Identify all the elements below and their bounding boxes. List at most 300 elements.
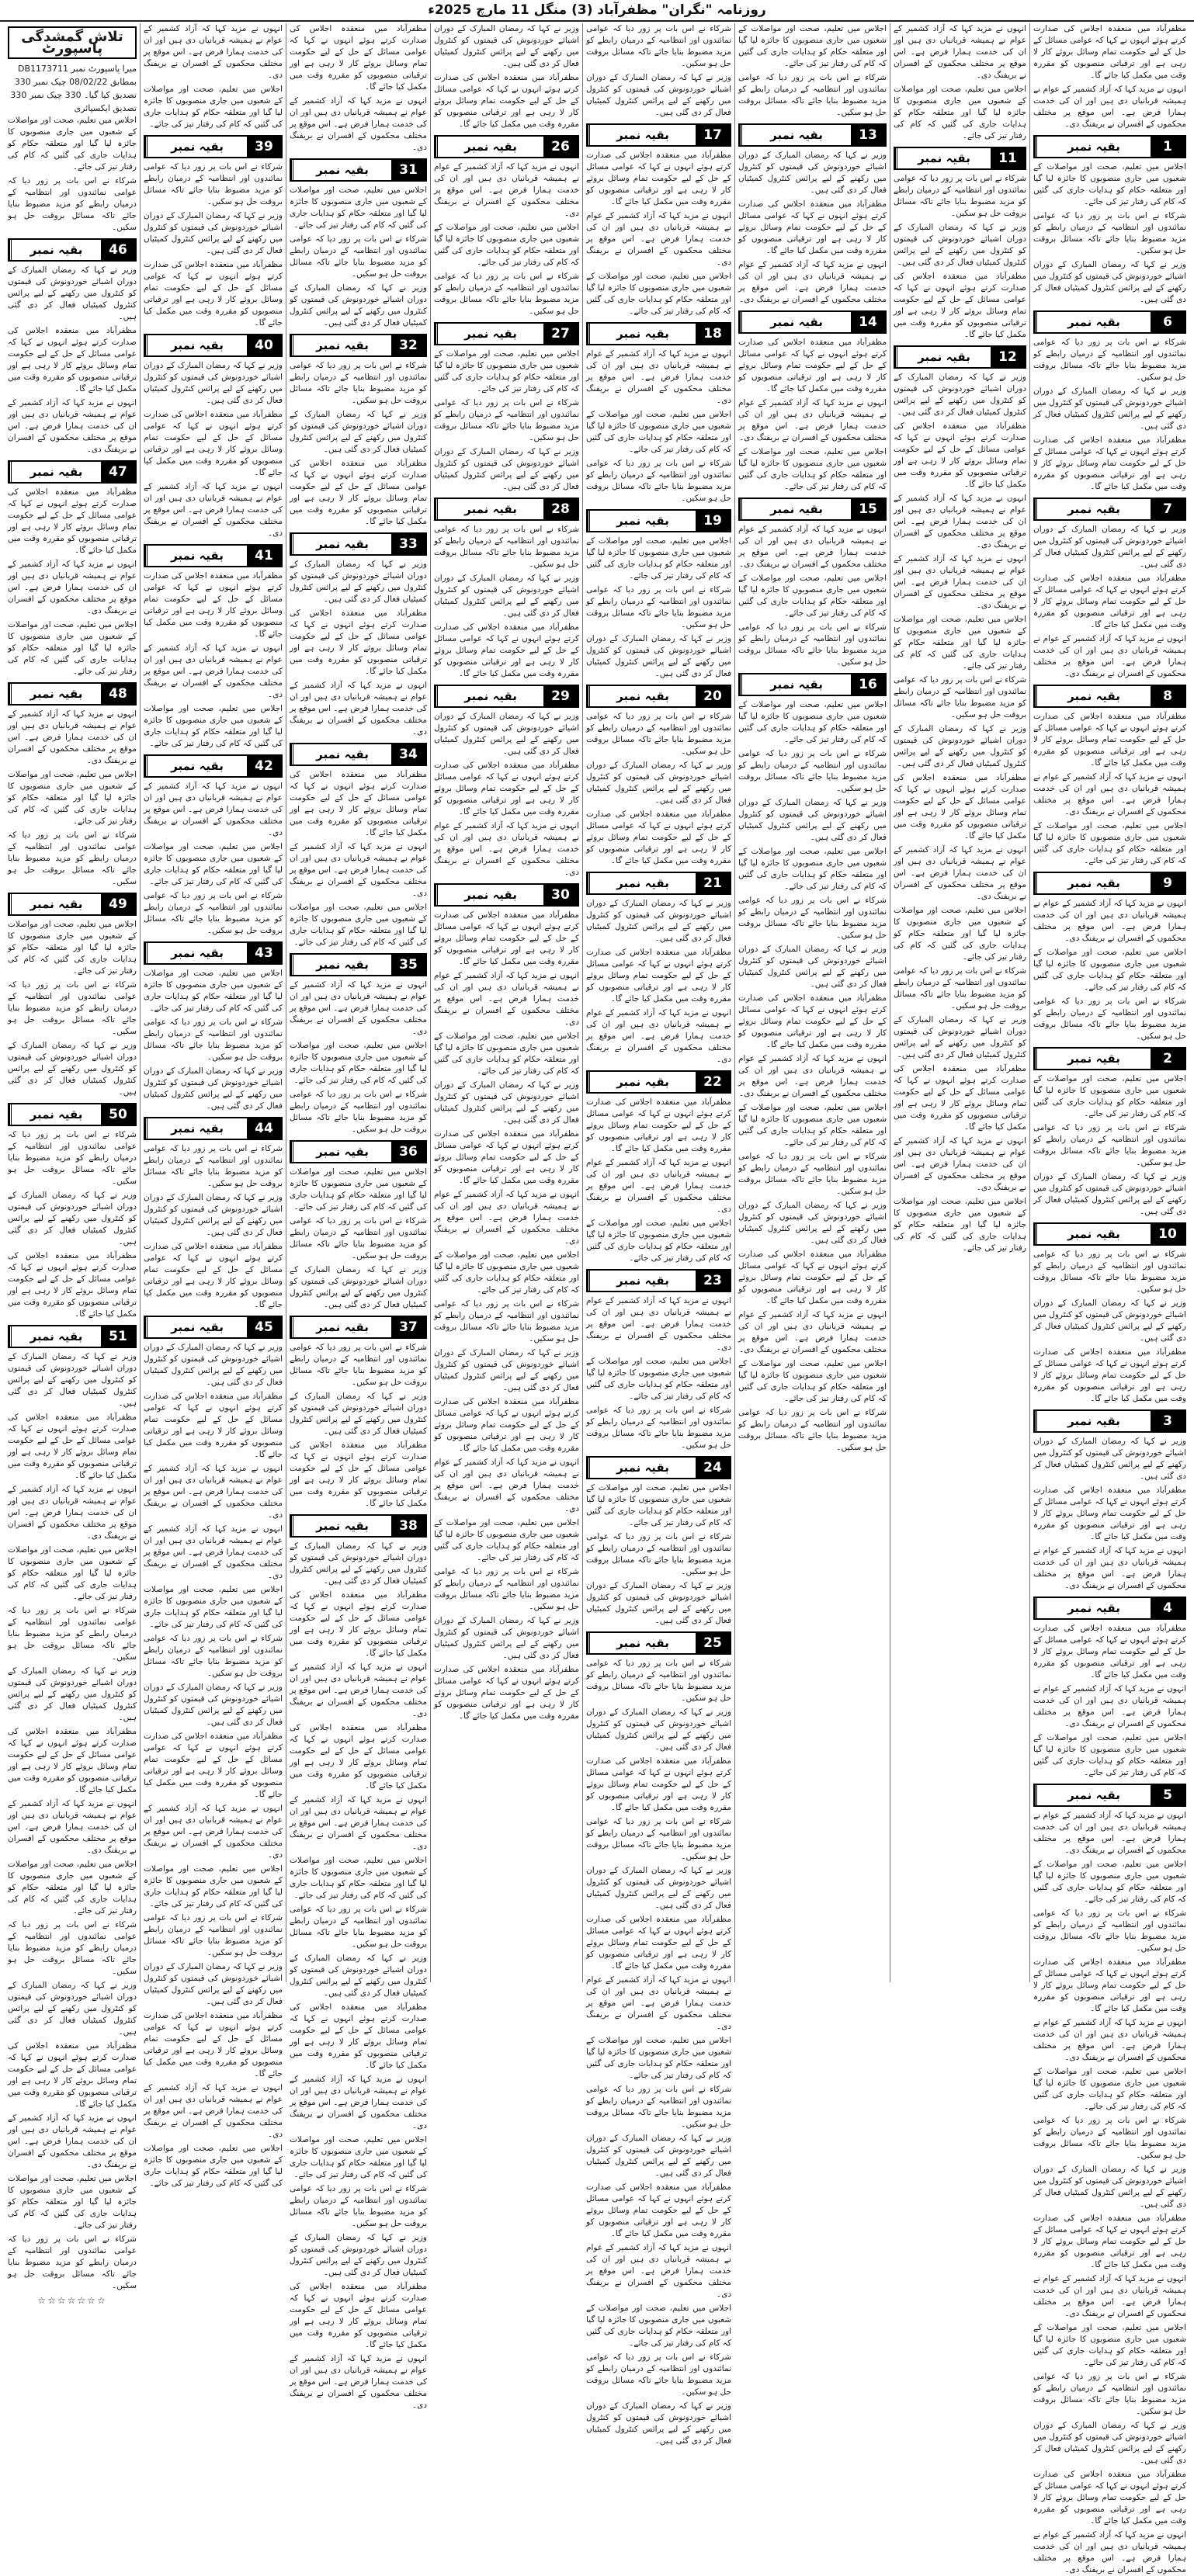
article-paragraph: وزیر نے کہا کہ رمضان المبارک کے دوران اشیائے خوردونوش کی قیمتوں کو کنٹرول میں رکھنے کے لیے پرائس کنٹرول کمیٹیاں فعال کر دی گئی ہیں۔ bbox=[894, 373, 1026, 417]
article-paragraph: وزیر نے کہا کہ رمضان المبارک کے دوران اشیائے خوردونوش کی قیمتوں کو کنٹرول میں رکھنے کے لیے پرائس کنٹرول کمیٹیاں فعال کر دی گئی ہیں۔ bbox=[144, 1343, 283, 1387]
article-paragraph: اجلاس میں تعلیم، صحت اور مواصلات کے شعبوں میں جاری منصوبوں کا جائزہ لیا گیا اور متعلقہ حکام کو ہدایات جاری کی گئیں کہ کام کی رفتار تیز کی جائے۔ bbox=[434, 349, 579, 394]
article-paragraph: اجلاس میں تعلیم، صحت اور مواصلات کے شعبوں میں جاری منصوبوں کا جائزہ لیا گیا اور متعلقہ حکام کو ہدایات جاری کی گئیں کہ کام کی رفتار تیز کی جائے۔ bbox=[144, 2144, 283, 2188]
article-paragraph: مظفرآباد میں منعقدہ اجلاس کی صدارت کرتے ہوئے انہوں نے کہا کہ عوامی مسائل کے حل کے لیے حکومت تمام وسائل بروئے کار لا رہی ہے اور ترقیاتی منصوبوں کو مقررہ وقت میں مکمل کیا جائے گا۔ bbox=[144, 1392, 283, 1459]
article-paragraph: وزیر نے کہا کہ رمضان المبارک کے دوران اشیائے خوردونوش کی قیمتوں کو کنٹرول میں رکھنے کے لیے پرائس کنٹرول کمیٹیاں فعال کر دی گئی ہیں۔ bbox=[144, 361, 283, 405]
banner-number: 27 bbox=[543, 324, 578, 344]
banner-label: بقیہ نمبر bbox=[895, 148, 991, 168]
article-paragraph: انہوں نے مزید کہا کہ آزاد کشمیر کے عوام نے ہمیشہ قربانیاں دی ہیں اور ان کی خدمت ہمارا فرض ہے۔ اس موقع پر مختلف محکموں کے افسران نے بریفنگ دی۔ bbox=[586, 1158, 731, 1214]
column-3 bbox=[734, 23, 890, 1982]
article-paragraph: مظفرآباد میں منعقدہ اجلاس کی صدارت کرتے ہوئے انہوں نے کہا کہ عوامی مسائل کے حل کے لیے حکومت تمام وسائل بروئے کار لا رہی ہے اور ترقیاتی منصوبوں کو مقررہ وقت میں مکمل کیا جائے گا۔ bbox=[434, 73, 579, 129]
article-paragraph: شرکاء نے اس بات پر زور دیا کہ عوامی نمائندوں اور انتظامیہ کے درمیان رابطے کو مزید مضبوط بنایا جائے تاکہ مسائل بروقت حل ہو سکیں۔ bbox=[290, 2184, 427, 2228]
continuation-banner bbox=[144, 1316, 283, 1339]
banner-label: بقیہ نمبر bbox=[9, 240, 101, 260]
column-text bbox=[144, 23, 283, 2189]
article-paragraph: اجلاس میں تعلیم، صحت اور مواصلات کے شعبوں میں جاری منصوبوں کا جائزہ لیا گیا اور متعلقہ حکام کو ہدایات جاری کی گئیں کہ کام کی رفتار تیز کی جائے۔ bbox=[1033, 948, 1186, 992]
article-paragraph: اجلاس میں تعلیم، صحت اور مواصلات کے شعبوں میں جاری منصوبوں کا جائزہ لیا گیا اور متعلقہ حکام کو ہدایات جاری کی گئیں کہ کام کی رفتار تیز کی جائے۔ bbox=[434, 1031, 579, 1076]
column-8 bbox=[5, 23, 140, 2306]
article-paragraph: وزیر نے کہا کہ رمضان المبارک کے دوران اشیائے خوردونوش کی قیمتوں کو کنٹرول میں رکھنے کے لیے پرائس کنٹرول کمیٹیاں فعال کر دی گئی ہیں۔ bbox=[434, 447, 579, 491]
article-paragraph: شرکاء نے اس بات پر زور دیا کہ عوامی نمائندوں اور انتظامیہ کے درمیان رابطے کو مزید مضبوط بنایا جائے تاکہ مسائل بروقت حل ہو سکیں۔ bbox=[144, 1144, 283, 1188]
banner-number: 44 bbox=[247, 1118, 281, 1139]
article-paragraph: انہوں نے مزید کہا کہ آزاد کشمیر کے عوام نے ہمیشہ قربانیاں دی ہیں اور ان کی خدمت ہمارا فرض ہے۔ اس موقع پر مختلف محکموں کے افسران نے بریفنگ دی۔ bbox=[1033, 634, 1186, 678]
continuation-banner bbox=[1033, 135, 1186, 158]
article-paragraph: شرکاء نے اس بات پر زور دیا کہ عوامی نمائندوں اور انتظامیہ کے درمیان رابطے کو مزید مضبوط بنایا جائے تاکہ مسائل بروقت حل ہو سکیں۔ bbox=[8, 2234, 137, 2290]
article-paragraph: شرکاء نے اس بات پر زور دیا کہ عوامی نمائندوں اور انتظامیہ کے درمیان رابطے کو مزید مضبوط بنایا جائے تاکہ مسائل بروقت حل ہو سکیں۔ bbox=[8, 176, 137, 232]
article-paragraph: انہوں نے مزید کہا کہ آزاد کشمیر کے عوام نے ہمیشہ قربانیاں دی ہیں اور ان کی خدمت ہمارا فرض ہے۔ اس موقع پر مختلف محکموں کے افسران نے بریفنگ دی۔ bbox=[290, 2354, 427, 2410]
continuation-banner bbox=[8, 893, 137, 916]
article-paragraph: شرکاء نے اس بات پر زور دیا کہ عوامی نمائندوں اور انتظامیہ کے درمیان رابطے کو مزید مضبوط بنایا جائے تاکہ مسائل بروقت حل ہو سکیں۔ bbox=[144, 1018, 283, 1062]
continuation-banner bbox=[1033, 872, 1186, 895]
continuation-banner bbox=[434, 883, 579, 907]
article-paragraph: وزیر نے کہا کہ رمضان المبارک کے دوران اشیائے خوردونوش کی قیمتوں کو کنٹرول میں رکھنے کے لیے پرائس کنٹرول کمیٹیاں فعال کر دی گئی ہیں۔ bbox=[894, 724, 1026, 768]
article-paragraph: انہوں نے مزید کہا کہ آزاد کشمیر کے عوام نے ہمیشہ قربانیاں دی ہیں اور ان کی خدمت ہمارا فرض ہے۔ اس موقع پر مختلف محکموں کے افسران نے بریفنگ دی۔ bbox=[290, 1662, 427, 1718]
article-paragraph: اجلاس میں تعلیم، صحت اور مواصلات کے شعبوں میں جاری منصوبوں کا جائزہ لیا گیا اور متعلقہ حکام کو ہدایات جاری کی گئیں کہ کام کی رفتار تیز کی جائے۔ bbox=[144, 85, 283, 129]
newspaper-page bbox=[5, 23, 1189, 2574]
banner-label: بقیہ نمبر bbox=[145, 137, 247, 157]
article-paragraph: شرکاء نے اس بات پر زور دیا کہ عوامی نمائندوں اور انتظامیہ کے درمیان رابطے کو مزید مضبوط بنایا جائے تاکہ مسائل بروقت حل ہو سکیں۔ bbox=[434, 1567, 579, 1611]
banner-label: بقیہ نمبر bbox=[436, 686, 543, 706]
banner-number: 47 bbox=[101, 462, 135, 482]
banner-label: بقیہ نمبر bbox=[145, 756, 247, 776]
article-paragraph: وزیر نے کہا کہ رمضان المبارک کے دوران اشیائے خوردونوش کی قیمتوں کو کنٹرول میں رکھنے کے لیے پرائس کنٹرول کمیٹیاں فعال کر دی گئی ہیں۔ bbox=[434, 1080, 579, 1125]
banner-label: بقیہ نمبر bbox=[9, 894, 101, 914]
article-paragraph: اجلاس میں تعلیم، صحت اور مواصلات کے شعبوں میں جاری منصوبوں کا جائزہ لیا گیا اور متعلقہ حکام کو ہدایات جاری کی گئیں کہ کام کی رفتار تیز کی جائے۔ bbox=[586, 2036, 731, 2080]
article-paragraph: انہوں نے مزید کہا کہ آزاد کشمیر کے عوام نے ہمیشہ قربانیاں دی ہیں اور ان کی خدمت ہمارا فرض ہے۔ اس موقع پر مختلف محکموں کے افسران نے بریفنگ دی۔ bbox=[894, 1136, 1026, 1192]
continuation-banner bbox=[434, 685, 579, 708]
article-paragraph: وزیر نے کہا کہ رمضان المبارک کے دوران اشیائے خوردونوش کی قیمتوں کو کنٹرول میں رکھنے کے لیے پرائس کنٹرول کمیٹیاں فعال کر دی گئی ہیں۔ bbox=[586, 1866, 731, 1910]
banner-number: 23 bbox=[696, 1271, 730, 1291]
continuation-banner bbox=[1033, 1409, 1186, 1433]
article-paragraph: مظفرآباد میں منعقدہ اجلاس کی صدارت کرتے ہوئے انہوں نے کہا کہ عوامی مسائل کے حل کے لیے حکومت تمام وسائل بروئے کار لا رہی ہے اور ترقیاتی منصوبوں کو مقررہ وقت میں مکمل کیا جائے گا۔ bbox=[738, 993, 887, 1049]
banner-number: 14 bbox=[851, 312, 885, 332]
continuation-banner bbox=[586, 1269, 731, 1292]
article-paragraph: انہوں نے مزید کہا کہ آزاد کشمیر کے عوام نے ہمیشہ قربانیاں دی ہیں اور ان کی خدمت ہمارا فرض ہے۔ اس موقع پر مختلف محکموں کے افسران نے بریفنگ دی۔ bbox=[894, 845, 1026, 901]
article-paragraph: شرکاء نے اس بات پر زور دیا کہ عوامی نمائندوں اور انتظامیہ کے درمیان رابطے کو مزید مضبوط بنایا جائے تاکہ مسائل بروقت حل ہو سکیں۔ bbox=[1033, 1909, 1186, 1953]
article-paragraph: انہوں نے مزید کہا کہ آزاد کشمیر کے عوام نے ہمیشہ قربانیاں دی ہیں اور ان کی خدمت ہمارا فرض ہے۔ اس موقع پر مختلف محکموں کے افسران نے بریفنگ دی۔ bbox=[290, 980, 427, 1036]
banner-label: بقیہ نمبر bbox=[588, 324, 696, 344]
article-paragraph: اجلاس میں تعلیم، صحت اور مواصلات کے شعبوں میں جاری منصوبوں کا جائزہ لیا گیا اور متعلقہ حکام کو ہدایات جاری کی گئیں کہ کام کی رفتار تیز کی جائے۔ bbox=[738, 1103, 887, 1147]
banner-number: 20 bbox=[696, 686, 730, 706]
continuation-banner bbox=[144, 135, 283, 158]
article-paragraph: اجلاس میں تعلیم، صحت اور مواصلات کے شعبوں میں جاری منصوبوں کا جائزہ لیا گیا اور متعلقہ حکام کو ہدایات جاری کی گئیں کہ کام کی رفتار تیز کی جائے۔ bbox=[586, 1219, 731, 1263]
article-paragraph: اجلاس میں تعلیم، صحت اور مواصلات کے شعبوں میں جاری منصوبوں کا جائزہ لیا گیا اور متعلقہ حکام کو ہدایات جاری کی گئیں کہ کام کی رفتار تیز کی جائے۔ bbox=[1033, 1860, 1186, 1904]
article-paragraph: انہوں نے مزید کہا کہ آزاد کشمیر کے عوام نے ہمیشہ قربانیاں دی ہیں اور ان کی خدمت ہمارا فرض ہے۔ اس موقع پر مختلف محکموں کے افسران نے بریفنگ دی۔ bbox=[586, 1296, 731, 1352]
article-paragraph: شرکاء نے اس بات پر زور دیا کہ عوامی نمائندوں اور انتظامیہ کے درمیان رابطے کو مزید مضبوط بنایا جائے تاکہ مسائل بروقت حل ہو سکیں۔ bbox=[586, 1532, 731, 1576]
banner-number: 10 bbox=[1151, 1224, 1185, 1244]
article-paragraph: اجلاس میں تعلیم، صحت اور مواصلات کے شعبوں میں جاری منصوبوں کا جائزہ لیا گیا اور متعلقہ حکام کو ہدایات جاری کی گئیں کہ کام کی رفتار تیز کی جائے۔ bbox=[434, 223, 579, 267]
continuation-banner bbox=[8, 682, 137, 706]
article-paragraph: وزیر نے کہا کہ رمضان المبارک کے دوران اشیائے خوردونوش کی قیمتوں کو کنٹرول میں رکھنے کے لیے پرائس کنٹرول کمیٹیاں فعال کر دی گئی ہیں۔ bbox=[290, 283, 427, 328]
article-paragraph: انہوں نے مزید کہا کہ آزاد کشمیر کے عوام نے ہمیشہ قربانیاں دی ہیں اور ان کی خدمت ہمارا فرض ہے۔ اس موقع پر مختلف محکموں کے افسران نے بریفنگ دی۔ bbox=[586, 349, 731, 405]
article-paragraph: اجلاس میں تعلیم، صحت اور مواصلات کے شعبوں میں جاری منصوبوں کا جائزہ لیا گیا اور متعلقہ حکام کو ہدایات جاری کی گئیں کہ کام کی رفتار تیز کی جائے۔ bbox=[586, 2304, 731, 2348]
banner-number: 19 bbox=[696, 511, 730, 531]
article-paragraph: شرکاء نے اس بات پر زور دیا کہ عوامی نمائندوں اور انتظامیہ کے درمیان رابطے کو مزید مضبوط بنایا جائے تاکہ مسائل بروقت حل ہو سکیں۔ bbox=[738, 1408, 887, 1452]
banner-number: 31 bbox=[391, 160, 425, 180]
article-paragraph: شرکاء نے اس بات پر زور دیا کہ عوامی نمائندوں اور انتظامیہ کے درمیان رابطے کو مزید مضبوط بنایا جائے تاکہ مسائل بروقت حل ہو سکیں۔ bbox=[586, 1817, 731, 1861]
article-paragraph: وزیر نے کہا کہ رمضان المبارک کے دوران اشیائے خوردونوش کی قیمتوں کو کنٹرول میں رکھنے کے لیے پرائس کنٹرول کمیٹیاں فعال کر دی گئی ہیں۔ bbox=[144, 1683, 283, 1727]
banner-number: 21 bbox=[696, 873, 730, 893]
article-paragraph: شرکاء نے اس بات پر زور دیا کہ عوامی نمائندوں اور انتظامیہ کے درمیان رابطے کو مزید مضبوط بنایا جائے تاکہ مسائل بروقت حل ہو سکیں۔ bbox=[586, 2352, 731, 2397]
article-paragraph: انہوں نے مزید کہا کہ آزاد کشمیر کے عوام نے ہمیشہ قربانیاں دی ہیں اور ان کی خدمت ہمارا فرض ہے۔ اس موقع پر مختلف محکموں کے افسران نے بریفنگ دی۔ bbox=[738, 260, 887, 304]
column-text bbox=[894, 23, 1026, 1254]
article-paragraph: مظفرآباد میں منعقدہ اجلاس کی صدارت کرتے ہوئے انہوں نے کہا کہ عوامی مسائل کے حل کے لیے حکومت تمام وسائل بروئے کار لا رہی ہے اور ترقیاتی منصوبوں کو مقررہ وقت میں مکمل کیا جائے گا۔ bbox=[144, 2011, 283, 2078]
banner-number: 11 bbox=[991, 148, 1025, 168]
article-paragraph: وزیر نے کہا کہ رمضان المبارک کے دوران اشیائے خوردونوش کی قیمتوں کو کنٹرول میں رکھنے کے لیے پرائس کنٹرول کمیٹیاں فعال کر دی گئی ہیں۔ bbox=[586, 899, 731, 943]
banner-label: بقیہ نمبر bbox=[9, 684, 101, 704]
article-paragraph: شرکاء نے اس بات پر زور دیا کہ عوامی نمائندوں اور انتظامیہ کے درمیان رابطے کو مزید مضبوط بنایا جائے تاکہ مسائل بروقت حل ہو سکیں۔ bbox=[738, 749, 887, 793]
banner-label: بقیہ نمبر bbox=[895, 347, 991, 367]
banner-number: 45 bbox=[247, 1317, 281, 1337]
article-paragraph: اجلاس میں تعلیم، صحت اور مواصلات کے شعبوں میں جاری منصوبوں کا جائزہ لیا گیا اور متعلقہ حکام کو ہدایات جاری کی گئیں کہ کام کی رفتار تیز کی جائے۔ bbox=[144, 969, 283, 1013]
banner-label: بقیہ نمبر bbox=[436, 137, 543, 157]
article-paragraph: انہوں نے مزید کہا کہ آزاد کشمیر کے عوام نے ہمیشہ قربانیاں دی ہیں اور ان کی خدمت ہمارا فرض ہے۔ اس موقع پر مختلف محکموں کے افسران نے بریفنگ دی۔ bbox=[738, 1054, 887, 1098]
continuation-banner bbox=[1033, 498, 1186, 521]
article-paragraph: انہوں نے مزید کہا کہ آزاد کشمیر کے عوام نے ہمیشہ قربانیاں دی ہیں اور ان کی خدمت ہمارا فرض ہے۔ اس موقع پر مختلف محکموں کے افسران نے بریفنگ دی۔ bbox=[1033, 899, 1186, 943]
article-paragraph: اجلاس میں تعلیم، صحت اور مواصلات کے شعبوں میں جاری منصوبوں کا جائزہ لیا گیا اور متعلقہ حکام کو ہدایات جاری کی گئیں کہ کام کی رفتار تیز کی جائے۔ bbox=[8, 620, 137, 676]
article-paragraph: وزیر نے کہا کہ رمضان المبارک کے دوران اشیائے خوردونوش کی قیمتوں کو کنٹرول میں رکھنے کے لیے پرائس کنٹرول کمیٹیاں فعال کر دی گئی ہیں۔ bbox=[8, 1981, 137, 2037]
article-paragraph: مظفرآباد میں منعقدہ اجلاس کی صدارت کرتے ہوئے انہوں نے کہا کہ عوامی مسائل کے حل کے لیے حکومت تمام وسائل بروئے کار لا رہی ہے اور ترقیاتی منصوبوں کو مقررہ وقت میں مکمل کیا جائے گا۔ bbox=[8, 1727, 137, 1794]
continuation-banner bbox=[434, 498, 579, 521]
banner-number: 24 bbox=[696, 1458, 730, 1478]
article-paragraph: انہوں نے مزید کہا کہ آزاد کشمیر کے عوام نے ہمیشہ قربانیاں دی ہیں اور ان کی خدمت ہمارا فرض ہے۔ اس موقع پر مختلف محکموں کے افسران نے بریفنگ دی۔ bbox=[434, 1190, 579, 1246]
banner-label: بقیہ نمبر bbox=[588, 1633, 696, 1653]
article-paragraph: شرکاء نے اس بات پر زور دیا کہ عوامی نمائندوں اور انتظامیہ کے درمیان رابطے کو مزید مضبوط بنایا جائے تاکہ مسائل بروقت حل ہو سکیں۔ bbox=[8, 1920, 137, 1976]
continuation-banner bbox=[290, 1514, 427, 1538]
banner-label: بقیہ نمبر bbox=[291, 955, 391, 975]
article-paragraph: وزیر نے کہا کہ رمضان المبارک کے دوران اشیائے خوردونوش کی قیمتوں کو کنٹرول میں رکھنے کے لیے پرائس کنٹرول کمیٹیاں فعال کر دی گئی ہیں۔ bbox=[290, 410, 427, 454]
banner-label: بقیہ نمبر bbox=[145, 1118, 247, 1139]
banner-label: بقیہ نمبر bbox=[9, 1104, 101, 1125]
article-paragraph: وزیر نے کہا کہ رمضان المبارک کے دوران اشیائے خوردونوش کی قیمتوں کو کنٹرول میں رکھنے کے لیے پرائس کنٹرول کمیٹیاں فعال کر دی گئی ہیں۔ bbox=[894, 223, 1026, 267]
article-paragraph: وزیر نے کہا کہ رمضان المبارک کے دوران اشیائے خوردونوش کی قیمتوں کو کنٹرول میں رکھنے کے لیے پرائس کنٹرول کمیٹیاں فعال کر دی گئی ہیں۔ bbox=[144, 1962, 283, 2006]
banner-label: بقیہ نمبر bbox=[1035, 686, 1151, 706]
continuation-banner bbox=[8, 238, 137, 262]
article-paragraph: وزیر نے کہا کہ رمضان المبارک کے دوران اشیائے خوردونوش کی قیمتوں کو کنٹرول میں رکھنے کے لیے پرائس کنٹرول کمیٹیاں فعال کر دی گئی ہیں۔ bbox=[290, 2233, 427, 2277]
continuation-banner bbox=[1033, 1047, 1186, 1070]
banner-label: بقیہ نمبر bbox=[740, 499, 851, 519]
article-paragraph: وزیر نے کہا کہ رمضان المبارک کے دوران اشیائے خوردونوش کی قیمتوں کو کنٹرول میں رکھنے کے لیے پرائس کنٹرول کمیٹیاں فعال کر دی گئی ہیں۔ bbox=[290, 560, 427, 604]
banner-label: بقیہ نمبر bbox=[1035, 499, 1151, 519]
article-paragraph: اجلاس میں تعلیم، صحت اور مواصلات کے شعبوں میں جاری منصوبوں کا جائزہ لیا گیا اور متعلقہ حکام کو ہدایات جاری کی گئیں کہ کام کی رفتار تیز کی جائے۔ bbox=[738, 447, 887, 491]
article-paragraph: اجلاس میں تعلیم، صحت اور مواصلات کے شعبوں میں جاری منصوبوں کا جائزہ لیا گیا اور متعلقہ حکام کو ہدایات جاری کی گئیں کہ کام کی رفتار تیز کی جائے۔ bbox=[8, 116, 137, 172]
article-paragraph: وزیر نے کہا کہ رمضان المبارک کے دوران اشیائے خوردونوش کی قیمتوں کو کنٹرول میں رکھنے کے لیے پرائس کنٹرول کمیٹیاں فعال کر دی گئی ہیں۔ bbox=[434, 24, 579, 68]
article-paragraph: مظفرآباد میں منعقدہ اجلاس کی صدارت کرتے ہوئے انہوں نے کہا کہ عوامی مسائل کے حل کے لیے حکومت تمام وسائل بروئے کار لا رہی ہے اور ترقیاتی منصوبوں کو مقررہ وقت میں مکمل کیا جائے گا۔ bbox=[8, 487, 137, 555]
article-paragraph: وزیر نے کہا کہ رمضان المبارک کے دوران اشیائے خوردونوش کی قیمتوں کو کنٹرول میں رکھنے کے لیے پرائس کنٹرول کمیٹیاں فعال کر دی گئی ہیں۔ bbox=[1033, 260, 1186, 304]
article-paragraph: مظفرآباد میں منعقدہ اجلاس کی صدارت کرتے ہوئے انہوں نے کہا کہ عوامی مسائل کے حل کے لیے حکومت تمام وسائل بروئے کار لا رہی ہے اور ترقیاتی منصوبوں کو مقررہ وقت میں مکمل کیا جائے گا۔ bbox=[434, 761, 579, 816]
article-paragraph: وزیر نے کہا کہ رمضان المبارک کے دوران اشیائے خوردونوش کی قیمتوں کو کنٹرول میں رکھنے کے لیے پرائس کنٹرول کمیٹیاں فعال کر دی گئی ہیں۔ bbox=[738, 151, 887, 195]
banner-label: بقیہ نمبر bbox=[291, 1142, 391, 1162]
article-paragraph: شرکاء نے اس بات پر زور دیا کہ عوامی نمائندوں اور انتظامیہ کے درمیان رابطے کو مزید مضبوط بنایا جائے تاکہ مسائل بروقت حل ہو سکیں۔ bbox=[434, 398, 579, 442]
continuation-banner bbox=[290, 532, 427, 556]
banner-label: بقیہ نمبر bbox=[436, 885, 543, 905]
article-paragraph: اجلاس میں تعلیم، صحت اور مواصلات کے شعبوں میں جاری منصوبوں کا جائزہ لیا گیا اور متعلقہ حکام کو ہدایات جاری کی گئیں کہ کام کی رفتار تیز کی جائے۔ bbox=[738, 24, 887, 68]
article-paragraph: شرکاء نے اس بات پر زور دیا کہ عوامی نمائندوں اور انتظامیہ کے درمیان رابطے کو مزید مضبوط بنایا جائے تاکہ مسائل بروقت حل ہو سکیں۔ bbox=[894, 966, 1026, 1011]
article-paragraph: انہوں نے مزید کہا کہ آزاد کشمیر کے عوام نے ہمیشہ قربانیاں دی ہیں اور ان کی خدمت ہمارا فرض ہے۔ اس موقع پر مختلف محکموں کے افسران نے بریفنگ دی۔ bbox=[738, 398, 887, 442]
article-paragraph: انہوں نے مزید کہا کہ آزاد کشمیر کے عوام نے ہمیشہ قربانیاں دی ہیں اور ان کی خدمت ہمارا فرض ہے۔ اس موقع پر مختلف محکموں کے افسران نے بریفنگ دی۔ bbox=[144, 1464, 283, 1520]
article-paragraph: مظفرآباد میں منعقدہ اجلاس کی صدارت کرتے ہوئے انہوں نے کہا کہ عوامی مسائل کے حل کے لیے حکومت تمام وسائل بروئے کار لا رہی ہے اور ترقیاتی منصوبوں کو مقررہ وقت میں مکمل کیا جائے گا۔ bbox=[586, 151, 731, 206]
banner-label: بقیہ نمبر bbox=[291, 1516, 391, 1536]
article-paragraph: مظفرآباد میں منعقدہ اجلاس کی صدارت کرتے ہوئے انہوں نے کہا کہ عوامی مسائل کے حل کے لیے حکومت تمام وسائل بروئے کار لا رہی ہے اور ترقیاتی منصوبوں کو مقررہ وقت میں مکمل کیا جائے گا۔ bbox=[290, 1441, 427, 1508]
article-paragraph: وزیر نے کہا کہ رمضان المبارک کے دوران اشیائے خوردونوش کی قیمتوں کو کنٹرول میں رکھنے کے لیے پرائس کنٹرول کمیٹیاں فعال کر دی گئی ہیں۔ bbox=[434, 712, 579, 756]
article-paragraph: شرکاء نے اس بات پر زور دیا کہ عوامی نمائندوں اور انتظامیہ کے درمیان رابطے کو مزید مضبوط بنایا جائے تاکہ مسائل بروقت حل ہو سکیں۔ bbox=[290, 1216, 427, 1260]
article-paragraph: مظفرآباد میں منعقدہ اجلاس کی صدارت کرتے ہوئے انہوں نے کہا کہ عوامی مسائل کے حل کے لیے حکومت تمام وسائل بروئے کار لا رہی ہے اور ترقیاتی منصوبوں کو مقررہ وقت میں مکمل کیا جائے گا۔ bbox=[144, 410, 283, 477]
article-paragraph: شرکاء نے اس بات پر زور دیا کہ عوامی نمائندوں اور انتظامیہ کے درمیان رابطے کو مزید مضبوط بنایا جائے تاکہ مسائل بروقت حل ہو سکیں۔ bbox=[8, 830, 137, 886]
article-paragraph: شرکاء نے اس بات پر زور دیا کہ عوامی نمائندوں اور انتظامیہ کے درمیان رابطے کو مزید مضبوط بنایا جائے تاکہ مسائل بروقت حل ہو سکیں۔ bbox=[1033, 1123, 1186, 1167]
article-paragraph: وزیر نے کہا کہ رمضان المبارک کے دوران اشیائے خوردونوش کی قیمتوں کو کنٹرول میں رکھنے کے لیے پرائس کنٹرول کمیٹیاں فعال کر دی گئی ہیں۔ bbox=[290, 1954, 427, 1998]
continuation-banner bbox=[586, 1070, 731, 1094]
banner-number: 4 bbox=[1151, 1598, 1185, 1618]
article-paragraph: انہوں نے مزید کہا کہ آزاد کشمیر کے عوام نے ہمیشہ قربانیاں دی ہیں اور ان کی خدمت ہمارا فرض ہے۔ اس موقع پر مختلف محکموں کے افسران نے بریفنگ دی۔ bbox=[8, 560, 137, 615]
article-paragraph: شرکاء نے اس بات پر زور دیا کہ عوامی نمائندوں اور انتظامیہ کے درمیان رابطے کو مزید مضبوط بنایا جائے تاکہ مسائل بروقت حل ہو سکیں۔ bbox=[586, 2085, 731, 2129]
article-paragraph: شرکاء نے اس بات پر زور دیا کہ عوامی نمائندوں اور انتظامیہ کے درمیان رابطے کو مزید مضبوط بنایا جائے تاکہ مسائل بروقت حل ہو سکیں۔ bbox=[894, 174, 1026, 218]
article-paragraph: انہوں نے مزید کہا کہ آزاد کشمیر کے عوام نے ہمیشہ قربانیاں دی ہیں اور ان کی خدمت ہمارا فرض ہے۔ اس موقع پر مختلف محکموں کے افسران نے بریفنگ دی۔ bbox=[290, 96, 427, 152]
article-paragraph: مظفرآباد میں منعقدہ اجلاس کی صدارت کرتے ہوئے انہوں نے کہا کہ عوامی مسائل کے حل کے لیے حکومت تمام وسائل بروئے کار لا رہی ہے اور ترقیاتی منصوبوں کو مقررہ وقت میں مکمل کیا جائے گا۔ bbox=[8, 1251, 137, 1319]
article-paragraph: شرکاء نے اس بات پر زور دیا کہ عوامی نمائندوں اور انتظامیہ کے درمیان رابطے کو مزید مضبوط بنایا جائے تاکہ مسائل بروقت حل ہو سکیں۔ bbox=[1033, 2116, 1186, 2160]
continuation-banner bbox=[290, 743, 427, 766]
continuation-banner bbox=[8, 460, 137, 484]
banner-number: 49 bbox=[101, 894, 135, 914]
article-paragraph: شرکاء نے اس بات پر زور دیا کہ عوامی نمائندوں اور انتظامیہ کے درمیان رابطے کو مزید مضبوط بنایا جائے تاکہ مسائل بروقت حل ہو سکیں۔ bbox=[290, 1090, 427, 1134]
banner-label: بقیہ نمبر bbox=[740, 312, 851, 332]
banner-number: 8 bbox=[1151, 686, 1185, 706]
continuation-banner bbox=[8, 1103, 137, 1126]
banner-number: 39 bbox=[247, 137, 281, 157]
article-paragraph: انہوں نے مزید کہا کہ آزاد کشمیر کے عوام نے ہمیشہ قربانیاں دی ہیں اور ان کی خدمت ہمارا فرض ہے۔ اس موقع پر مختلف محکموں کے افسران نے بریفنگ دی۔ bbox=[290, 842, 427, 898]
article-paragraph: مظفرآباد میں منعقدہ اجلاس کی صدارت کرتے ہوئے انہوں نے کہا کہ عوامی مسائل کے حل کے لیے حکومت تمام وسائل بروئے کار لا رہی ہے اور ترقیاتی منصوبوں کو مقررہ وقت میں مکمل کیا جائے گا۔ bbox=[894, 1064, 1026, 1132]
banner-label: بقیہ نمبر bbox=[291, 160, 391, 180]
banner-number: 3 bbox=[1151, 1411, 1185, 1431]
article-paragraph: انہوں نے مزید کہا کہ آزاد کشمیر کے عوام نے ہمیشہ قربانیاں دی ہیں اور ان کی خدمت ہمارا فرض ہے۔ اس موقع پر مختلف محکموں کے افسران نے بریفنگ دی۔ bbox=[144, 2083, 283, 2139]
continuation-banner bbox=[434, 322, 579, 345]
column-4 bbox=[582, 23, 734, 2446]
article-paragraph: اجلاس میں تعلیم، صحت اور مواصلات کے شعبوں میں جاری منصوبوں کا جائزہ لیا گیا اور متعلقہ حکام کو ہدایات جاری کی گئیں کہ کام کی رفتار تیز کی جائے۔ bbox=[894, 85, 1026, 140]
banner-label: بقیہ نمبر bbox=[436, 324, 543, 344]
article-paragraph: مظفرآباد میں منعقدہ اجلاس کی صدارت کرتے ہوئے انہوں نے کہا کہ عوامی مسائل کے حل کے لیے حکومت تمام وسائل بروئے کار لا رہی ہے اور ترقیاتی منصوبوں کو مقررہ وقت میں مکمل کیا جائے گا۔ bbox=[738, 1250, 887, 1305]
column-text bbox=[1033, 23, 1186, 2576]
article-paragraph: مظفرآباد میں منعقدہ اجلاس کی صدارت کرتے ہوئے انہوں نے کہا کہ عوامی مسائل کے حل کے لیے حکومت تمام وسائل بروئے کار لا رہی ہے اور ترقیاتی منصوبوں کو مقررہ وقت میں مکمل کیا جائے گا۔ bbox=[1033, 712, 1186, 768]
article-paragraph: انہوں نے مزید کہا کہ آزاد کشمیر کے عوام نے ہمیشہ قربانیاں دی ہیں اور ان کی خدمت ہمارا فرض ہے۔ اس موقع پر مختلف محکموں کے افسران نے بریفنگ دی۔ bbox=[144, 1524, 283, 1580]
banner-label: بقیہ نمبر bbox=[740, 674, 851, 695]
article-paragraph: اجلاس میں تعلیم، صحت اور مواصلات کے شعبوں میں جاری منصوبوں کا جائزہ لیا گیا اور متعلقہ حکام کو ہدایات جاری کی گئیں کہ کام کی رفتار تیز کی جائے۔ bbox=[1033, 162, 1186, 206]
article-paragraph: مظفرآباد میں منعقدہ اجلاس کی صدارت کرتے ہوئے انہوں نے کہا کہ عوامی مسائل کے حل کے لیے حکومت تمام وسائل بروئے کار لا رہی ہے اور ترقیاتی منصوبوں کو مقررہ وقت میں مکمل کیا جائے گا۔ bbox=[290, 2282, 427, 2349]
article-paragraph: مظفرآباد میں منعقدہ اجلاس کی صدارت کرتے ہوئے انہوں نے کہا کہ عوامی مسائل کے حل کے لیے حکومت تمام وسائل بروئے کار لا رہی ہے اور ترقیاتی منصوبوں کو مقررہ وقت میں مکمل کیا جائے گا۔ bbox=[8, 2041, 137, 2109]
banner-number: 41 bbox=[247, 546, 281, 566]
article-paragraph: وزیر نے کہا کہ رمضان المبارک کے دوران اشیائے خوردونوش کی قیمتوں کو کنٹرول میں رکھنے کے لیے پرائس کنٹرول کمیٹیاں فعال کر دی گئی ہیں۔ bbox=[8, 265, 137, 321]
article-paragraph: مظفرآباد میں منعقدہ اجلاس کی صدارت کرتے ہوئے انہوں نے کہا کہ عوامی مسائل کے حل کے لیے حکومت تمام وسائل بروئے کار لا رہی ہے اور ترقیاتی منصوبوں کو مقررہ وقت میں مکمل کیا جائے گا۔ bbox=[894, 773, 1026, 841]
article-paragraph: اجلاس میں تعلیم، صحت اور مواصلات کے شعبوں میں جاری منصوبوں کا جائزہ لیا گیا اور متعلقہ حکام کو ہدایات جاری کی گئیں کہ کام کی رفتار تیز کی جائے۔ bbox=[894, 1197, 1026, 1253]
article-paragraph: انہوں نے مزید کہا کہ آزاد کشمیر کے عوام نے ہمیشہ قربانیاں دی ہیں اور ان کی خدمت ہمارا فرض ہے۔ اس موقع پر مختلف محکموں کے افسران نے بریفنگ دی۔ bbox=[1033, 1684, 1186, 1728]
continuation-banner bbox=[290, 334, 427, 357]
banner-label: بقیہ نمبر bbox=[9, 462, 101, 482]
article-paragraph: شرکاء نے اس بات پر زور دیا کہ عوامی نمائندوں اور انتظامیہ کے درمیان رابطے کو مزید مضبوط بنایا جائے تاکہ مسائل بروقت حل ہو سکیں۔ bbox=[738, 73, 887, 117]
banner-number: 13 bbox=[851, 125, 885, 145]
article-paragraph: مظفرآباد میں منعقدہ اجلاس کی صدارت کرتے ہوئے انہوں نے کہا کہ عوامی مسائل کے حل کے لیے حکومت تمام وسائل بروئے کار لا رہی ہے اور ترقیاتی منصوبوں کو مقررہ وقت میں مکمل کیا جائے گا۔ bbox=[1033, 1486, 1186, 1541]
article-paragraph: انہوں نے مزید کہا کہ آزاد کشمیر کے عوام نے ہمیشہ قربانیاں دی ہیں اور ان کی خدمت ہمارا فرض ہے۔ اس موقع پر مختلف محکموں کے افسران نے بریفنگ دی۔ bbox=[1033, 1546, 1186, 1590]
article-paragraph: وزیر نے کہا کہ رمضان المبارک کے دوران اشیائے خوردونوش کی قیمتوں کو کنٹرول میں رکھنے کے لیے پرائس کنٹرول کمیٹیاں فعال کر دی گئی ہیں۔ bbox=[290, 1541, 427, 1586]
article-paragraph: مظفرآباد میں منعقدہ اجلاس کی صدارت کرتے ہوئے انہوں نے کہا کہ عوامی مسائل کے حل کے لیے حکومت تمام وسائل بروئے کار لا رہی ہے اور ترقیاتی منصوبوں کو مقررہ وقت میں مکمل کیا جائے گا۔ bbox=[290, 24, 427, 92]
article-paragraph: اجلاس میں تعلیم، صحت اور مواصلات کے شعبوں میں جاری منصوبوں کا جائزہ لیا گیا اور متعلقہ حکام کو ہدایات جاری کی گئیں کہ کام کی رفتار تیز کی جائے۔ bbox=[8, 920, 137, 976]
continuation-banner bbox=[290, 158, 427, 182]
banner-number: 30 bbox=[543, 885, 578, 905]
article-paragraph: انہوں نے مزید کہا کہ آزاد کشمیر کے عوام نے ہمیشہ قربانیاں دی ہیں اور ان کی خدمت ہمارا فرض ہے۔ اس موقع پر مختلف محکموں کے افسران نے بریفنگ دی۔ bbox=[434, 162, 579, 218]
article-paragraph: شرکاء نے اس بات پر زور دیا کہ عوامی نمائندوں اور انتظامیہ کے درمیان رابطے کو مزید مضبوط بنایا جائے تاکہ مسائل بروقت حل ہو سکیں۔ bbox=[738, 622, 887, 667]
article-paragraph: انہوں نے مزید کہا کہ آزاد کشمیر کے عوام نے ہمیشہ قربانیاں دی ہیں اور ان کی خدمت ہمارا فرض ہے۔ اس موقع پر مختلف محکموں کے افسران نے بریفنگ دی۔ bbox=[1033, 772, 1186, 816]
article-paragraph: انہوں نے مزید کہا کہ آزاد کشمیر کے عوام نے ہمیشہ قربانیاں دی ہیں اور ان کی خدمت ہمارا فرض ہے۔ اس موقع پر مختلف محکموں کے افسران نے بریفنگ دی۔ bbox=[144, 782, 283, 837]
article-paragraph: انہوں نے مزید کہا کہ آزاد کشمیر کے عوام نے ہمیشہ قربانیاں دی ہیں اور ان کی خدمت ہمارا فرض ہے۔ اس موقع پر مختلف محکموں کے افسران نے بریفنگ دی۔ bbox=[8, 398, 137, 454]
stars-divider: ☆☆☆☆☆☆☆ bbox=[37, 2295, 107, 2306]
article-paragraph: مظفرآباد میں منعقدہ اجلاس کی صدارت کرتے ہوئے انہوں نے کہا کہ عوامی مسائل کے حل کے لیے حکومت تمام وسائل بروئے کار لا رہی ہے اور ترقیاتی منصوبوں کو مقررہ وقت میں مکمل کیا جائے گا۔ bbox=[1033, 2214, 1186, 2269]
article-paragraph: وزیر نے کہا کہ رمضان المبارک کے دوران اشیائے خوردونوش کی قیمتوں کو کنٹرول میں رکھنے کے لیے پرائس کنٹرول کمیٹیاں فعال کر دی گئی ہیں۔ bbox=[144, 1193, 283, 1237]
column-text bbox=[434, 23, 579, 1722]
banner-label: بقیہ نمبر bbox=[1035, 873, 1151, 893]
column-2 bbox=[890, 23, 1029, 1982]
banner-number: 26 bbox=[543, 137, 578, 157]
banner-label: بقیہ نمبر bbox=[1035, 1785, 1151, 1805]
article-paragraph: اجلاس میں تعلیم، صحت اور مواصلات کے شعبوں میں جاری منصوبوں کا جائزہ لیا گیا اور متعلقہ حکام کو ہدایات جاری کی گئیں کہ کام کی رفتار تیز کی جائے۔ bbox=[894, 615, 1026, 671]
column-text bbox=[738, 23, 887, 1454]
article-paragraph: اجلاس میں تعلیم، صحت اور مواصلات کے شعبوں میں جاری منصوبوں کا جائزہ لیا گیا اور متعلقہ حکام کو ہدایات جاری کی گئیں کہ کام کی رفتار تیز کی جائے۔ bbox=[290, 1167, 427, 1212]
article-paragraph: مظفرآباد میں منعقدہ اجلاس کی صدارت کرتے ہوئے انہوں نے کہا کہ عوامی مسائل کے حل کے لیے حکومت تمام وسائل بروئے کار لا رہی ہے اور ترقیاتی منصوبوں کو مقررہ وقت میں مکمل کیا جائے گا۔ bbox=[144, 571, 283, 639]
article-paragraph: اجلاس میں تعلیم، صحت اور مواصلات کے شعبوں میں جاری منصوبوں کا جائزہ لیا گیا اور متعلقہ حکام کو ہدایات جاری کی گئیں کہ کام کی رفتار تیز کی جائے۔ bbox=[290, 185, 427, 230]
article-paragraph: مظفرآباد میں منعقدہ اجلاس کی صدارت کرتے ہوئے انہوں نے کہا کہ عوامی مسائل کے حل کے لیے حکومت تمام وسائل بروئے کار لا رہی ہے اور ترقیاتی منصوبوں کو مقررہ وقت میں مکمل کیا جائے گا۔ bbox=[894, 421, 1026, 489]
article-paragraph: انہوں نے مزید کہا کہ آزاد کشمیر کے عوام نے ہمیشہ قربانیاں دی ہیں اور ان کی خدمت ہمارا فرض ہے۔ اس موقع پر مختلف محکموں کے افسران نے بریفنگ دی۔ bbox=[144, 1804, 283, 1860]
continuation-banner bbox=[586, 123, 731, 147]
article-paragraph: مظفرآباد میں منعقدہ اجلاس کی صدارت کرتے ہوئے انہوں نے کہا کہ عوامی مسائل کے حل کے لیے حکومت تمام وسائل بروئے کار لا رہی ہے اور ترقیاتی منصوبوں کو مقررہ وقت میں مکمل کیا جائے گا۔ bbox=[586, 2182, 731, 2238]
article-paragraph: انہوں نے مزید کہا کہ آزاد کشمیر کے عوام نے ہمیشہ قربانیاں دی ہیں اور ان کی خدمت ہمارا فرض ہے۔ اس موقع پر مختلف محکموں کے افسران نے بریفنگ دی۔ bbox=[144, 482, 283, 538]
banner-label: بقیہ نمبر bbox=[1035, 1411, 1151, 1431]
article-paragraph: انہوں نے مزید کہا کہ آزاد کشمیر کے عوام نے ہمیشہ قربانیاں دی ہیں اور ان کی خدمت ہمارا فرض ہے۔ اس موقع پر مختلف محکموں کے افسران نے بریفنگ دی۔ bbox=[1033, 2274, 1186, 2318]
article-paragraph: اجلاس میں تعلیم، صحت اور مواصلات کے شعبوں میں جاری منصوبوں کا جائزہ لیا گیا اور متعلقہ حکام کو ہدایات جاری کی گئیں کہ کام کی رفتار تیز کی جائے۔ bbox=[290, 903, 427, 947]
article-paragraph: مظفرآباد میں منعقدہ اجلاس کی صدارت کرتے ہوئے انہوں نے کہا کہ عوامی مسائل کے حل کے لیے حکومت تمام وسائل بروئے کار لا رہی ہے اور ترقیاتی منصوبوں کو مقررہ وقت میں مکمل کیا جائے گا۔ bbox=[1033, 574, 1186, 629]
article-paragraph: وزیر نے کہا کہ رمضان المبارک کے دوران اشیائے خوردونوش کی قیمتوں کو کنٹرول میں رکھنے کے لیے پرائس کنٹرول کمیٹیاں فعال کر دی گئی ہیں۔ bbox=[586, 73, 731, 117]
article-paragraph: مظفرآباد میں منعقدہ اجلاس کی صدارت کرتے ہوئے انہوں نے کہا کہ عوامی مسائل کے حل کے لیے حکومت تمام وسائل بروئے کار لا رہی ہے اور ترقیاتی منصوبوں کو مقررہ وقت میں مکمل کیا جائے گا۔ bbox=[434, 1129, 579, 1185]
continuation-banner bbox=[738, 310, 887, 334]
continuation-banner bbox=[144, 941, 283, 965]
article-paragraph: اجلاس میں تعلیم، صحت اور مواصلات کے شعبوں میں جاری منصوبوں کا جائزہ لیا گیا اور متعلقہ حکام کو ہدایات جاری کی گئیں کہ کام کی رفتار تیز کی جائے۔ bbox=[144, 1864, 283, 1909]
banner-label: بقیہ نمبر bbox=[588, 1458, 696, 1478]
banner-label: بقیہ نمبر bbox=[588, 125, 696, 145]
continuation-banner bbox=[1033, 1784, 1186, 1807]
article-paragraph: مظفرآباد میں منعقدہ اجلاس کی صدارت کرتے ہوئے انہوں نے کہا کہ عوامی مسائل کے حل کے لیے حکومت تمام وسائل بروئے کار لا رہی ہے اور ترقیاتی منصوبوں کو مقررہ وقت میں مکمل کیا جائے گا۔ bbox=[586, 1915, 731, 1971]
article-paragraph: شرکاء نے اس بات پر زور دیا کہ عوامی نمائندوں اور انتظامیہ کے درمیان رابطے کو مزید مضبوط بنایا جائے تاکہ مسائل بروقت حل ہو سکیں۔ bbox=[738, 896, 887, 940]
banner-number: 16 bbox=[851, 674, 885, 695]
banner-label: بقیہ نمبر bbox=[9, 1326, 101, 1347]
article-paragraph: شرکاء نے اس بات پر زور دیا کہ عوامی نمائندوں اور انتظامیہ کے درمیان رابطے کو مزید مضبوط بنایا جائے تاکہ مسائل بروقت حل ہو سکیں۔ bbox=[290, 1343, 427, 1387]
article-paragraph: انہوں نے مزید کہا کہ آزاد کشمیر کے عوام نے ہمیشہ قربانیاں دی ہیں اور ان کی خدمت ہمارا فرض ہے۔ اس موقع پر مختلف محکموں کے افسران نے بریفنگ دی۔ bbox=[894, 494, 1026, 550]
continuation-banner bbox=[586, 322, 731, 345]
article-paragraph: اجلاس میں تعلیم، صحت اور مواصلات کے شعبوں میں جاری منصوبوں کا جائزہ لیا گیا اور متعلقہ حکام کو ہدایات جاری کی گئیں کہ کام کی رفتار تیز کی جائے۔ bbox=[738, 700, 887, 744]
article-paragraph: مظفرآباد میں منعقدہ اجلاس کی صدارت کرتے ہوئے انہوں نے کہا کہ عوامی مسائل کے حل کے لیے حکومت تمام وسائل بروئے کار لا رہی ہے اور ترقیاتی منصوبوں کو مقررہ وقت میں مکمل کیا جائے گا۔ bbox=[586, 1756, 731, 1812]
banner-number: 32 bbox=[391, 335, 425, 355]
article-paragraph: اجلاس میں تعلیم، صحت اور مواصلات کے شعبوں میں جاری منصوبوں کا جائزہ لیا گیا اور متعلقہ حکام کو ہدایات جاری کی گئیں کہ کام کی رفتار تیز کی جائے۔ bbox=[290, 2135, 427, 2179]
banner-label: بقیہ نمبر bbox=[145, 1317, 247, 1337]
banner-number: 46 bbox=[101, 240, 135, 260]
article-paragraph: وزیر نے کہا کہ رمضان المبارک کے دوران اشیائے خوردونوش کی قیمتوں کو کنٹرول میں رکھنے کے لیے پرائس کنٹرول کمیٹیاں فعال کر دی گئی ہیں۔ bbox=[1033, 387, 1186, 431]
article-paragraph: مظفرآباد میں منعقدہ اجلاس کی صدارت کرتے ہوئے انہوں نے کہا کہ عوامی مسائل کے حل کے لیے حکومت تمام وسائل بروئے کار لا رہی ہے اور ترقیاتی منصوبوں کو مقررہ وقت میں مکمل کیا جائے گا۔ bbox=[144, 1732, 283, 1799]
continuation-banner bbox=[738, 673, 887, 696]
article-paragraph: مظفرآباد میں منعقدہ اجلاس کی صدارت کرتے ہوئے انہوں نے کہا کہ عوامی مسائل کے حل کے لیے حکومت تمام وسائل بروئے کار لا رہی ہے اور ترقیاتی منصوبوں کو مقررہ وقت میں مکمل کیا جائے گا۔ bbox=[290, 2002, 427, 2070]
article-paragraph: مظفرآباد میں منعقدہ اجلاس کی صدارت کرتے ہوئے انہوں نے کہا کہ عوامی مسائل کے حل کے لیے حکومت تمام وسائل بروئے کار لا رہی ہے اور ترقیاتی منصوبوں کو مقررہ وقت میں مکمل کیا جائے گا۔ bbox=[738, 199, 887, 255]
continuation-banner bbox=[1033, 1597, 1186, 1620]
banner-number: 38 bbox=[391, 1516, 425, 1536]
continuation-banner bbox=[586, 1456, 731, 1479]
banner-label: بقیہ نمبر bbox=[588, 1072, 696, 1092]
article-paragraph: شرکاء نے اس بات پر زور دیا کہ عوامی نمائندوں اور انتظامیہ کے درمیان رابطے کو مزید مضبوط بنایا جائے تاکہ مسائل بروقت حل ہو سکیں۔ bbox=[290, 361, 427, 405]
article-paragraph: شرکاء نے اس بات پر زور دیا کہ عوامی نمائندوں اور انتظامیہ کے درمیان رابطے کو مزید مضبوط بنایا جائے تاکہ مسائل بروقت حل ہو سکیں۔ bbox=[144, 891, 283, 935]
article-paragraph: شرکاء نے اس بات پر زور دیا کہ عوامی نمائندوں اور انتظامیہ کے درمیان رابطے کو مزید مضبوط بنایا جائے تاکہ مسائل بروقت حل ہو سکیں۔ bbox=[8, 1130, 137, 1186]
column-7 bbox=[140, 23, 286, 2188]
banner-number: 6 bbox=[1151, 312, 1185, 332]
article-paragraph: شرکاء نے اس بات پر زور دیا کہ عوامی نمائندوں اور انتظامیہ کے درمیان رابطے کو مزید مضبوط بنایا جائے تاکہ مسائل بروقت حل ہو سکیں۔ bbox=[1033, 2372, 1186, 2416]
article-paragraph: وزیر نے کہا کہ رمضان المبارک کے دوران اشیائے خوردونوش کی قیمتوں کو کنٹرول میں رکھنے کے لیے پرائس کنٹرول کمیٹیاں فعال کر دی گئی ہیں۔ bbox=[1033, 2421, 1186, 2465]
article-paragraph: شرکاء نے اس بات پر زور دیا کہ عوامی نمائندوں اور انتظامیہ کے درمیان رابطے کو مزید مضبوط بنایا جائے تاکہ مسائل بروقت حل ہو سکیں۔ bbox=[8, 980, 137, 1036]
banner-label: بقیہ نمبر bbox=[291, 534, 391, 554]
banner-label: بقیہ نمبر bbox=[291, 1317, 391, 1337]
article-paragraph: مظفرآباد میں منعقدہ اجلاس کی صدارت کرتے ہوئے انہوں نے کہا کہ عوامی مسائل کے حل کے لیے حکومت تمام وسائل بروئے کار لا رہی ہے اور ترقیاتی منصوبوں کو مقررہ وقت میں مکمل کیا جائے گا۔ bbox=[290, 1723, 427, 1791]
article-paragraph: اجلاس میں تعلیم، صحت اور مواصلات کے شعبوں میں جاری منصوبوں کا جائزہ لیا گیا اور متعلقہ حکام کو ہدایات جاری کی گئیں کہ کام کی رفتار تیز کی جائے۔ bbox=[1033, 1733, 1186, 1777]
article-paragraph: شرکاء نے اس بات پر زور دیا کہ عوامی نمائندوں اور انتظامیہ کے درمیان رابطے کو مزید مضبوط بنایا جائے تاکہ مسائل بروقت حل ہو سکیں۔ bbox=[738, 1152, 887, 1196]
article-paragraph: وزیر نے کہا کہ رمضان المبارک کے دوران اشیائے خوردونوش کی قیمتوں کو کنٹرول میں رکھنے کے لیے پرائس کنٹرول کمیٹیاں فعال کر دی گئی ہیں۔ bbox=[1033, 1172, 1186, 1216]
banner-number: 7 bbox=[1151, 499, 1185, 519]
column-1 bbox=[1029, 23, 1189, 2574]
article-paragraph: مظفرآباد میں منعقدہ اجلاس کی صدارت کرتے ہوئے انہوں نے کہا کہ عوامی مسائل کے حل کے لیے حکومت تمام وسائل بروئے کار لا رہی ہے اور ترقیاتی منصوبوں کو مقررہ وقت میں مکمل کیا جائے گا۔ bbox=[290, 1590, 427, 1658]
article-paragraph: وزیر نے کہا کہ رمضان المبارک کے دوران اشیائے خوردونوش کی قیمتوں کو کنٹرول میں رکھنے کے لیے پرائس کنٹرول کمیٹیاں فعال کر دی گئی ہیں۔ bbox=[8, 1666, 137, 1722]
article-paragraph: وزیر نے کہا کہ رمضان المبارک کے دوران اشیائے خوردونوش کی قیمتوں کو کنٹرول میں رکھنے کے لیے پرائس کنٹرول کمیٹیاں فعال کر دی گئی ہیں۔ bbox=[1033, 1437, 1186, 1481]
banner-label: بقیہ نمبر bbox=[1035, 1224, 1151, 1244]
article-paragraph: اجلاس میں تعلیم، صحت اور مواصلات کے شعبوں میں جاری منصوبوں کا جائزہ لیا گیا اور متعلقہ حکام کو ہدایات جاری کی گئیں کہ کام کی رفتار تیز کی جائے۔ bbox=[586, 1357, 731, 1401]
article-paragraph: شرکاء نے اس بات پر زور دیا کہ عوامی نمائندوں اور انتظامیہ کے درمیان رابطے کو مزید مضبوط بنایا جائے تاکہ مسائل بروقت حل ہو سکیں۔ bbox=[434, 1299, 579, 1343]
article-paragraph: انہوں نے مزید کہا کہ آزاد کشمیر کے عوام نے ہمیشہ قربانیاں دی ہیں اور ان کی خدمت ہمارا فرض ہے۔ اس موقع پر مختلف محکموں کے افسران نے بریفنگ دی۔ bbox=[1033, 1811, 1186, 1855]
banner-number: 35 bbox=[391, 955, 425, 975]
continuation-banner bbox=[290, 1140, 427, 1163]
banner-number: 9 bbox=[1151, 873, 1185, 893]
article-paragraph: اجلاس میں تعلیم، صحت اور مواصلات کے شعبوں میں جاری منصوبوں کا جائزہ لیا گیا اور متعلقہ حکام کو ہدایات جاری کی گئیں کہ کام کی رفتار تیز کی جائے۔ bbox=[144, 704, 283, 748]
article-paragraph: اجلاس میں تعلیم، صحت اور مواصلات کے شعبوں میں جاری منصوبوں کا جائزہ لیا گیا اور متعلقہ حکام کو ہدایات جاری کی گئیں کہ کام کی رفتار تیز کی جائے۔ bbox=[586, 410, 731, 454]
article-paragraph: شرکاء نے اس بات پر زور دیا کہ عوامی نمائندوں اور انتظامیہ کے درمیان رابطے کو مزید مضبوط بنایا جائے تاکہ مسائل بروقت حل ہو سکیں۔ bbox=[1033, 211, 1186, 255]
article-paragraph: شرکاء نے اس بات پر زور دیا کہ عوامی نمائندوں اور انتظامیہ کے درمیان رابطے کو مزید مضبوط بنایا جائے تاکہ مسائل بروقت حل ہو سکیں۔ bbox=[586, 24, 731, 68]
banner-number: 40 bbox=[247, 335, 281, 355]
ad-title: تلاش گمشدگی پاسپورٹ bbox=[8, 26, 137, 59]
banner-number: 5 bbox=[1151, 1785, 1185, 1805]
article-paragraph: اجلاس میں تعلیم، صحت اور مواصلات کے شعبوں میں جاری منصوبوں کا جائزہ لیا گیا اور متعلقہ حکام کو ہدایات جاری کی گئیں کہ کام کی رفتار تیز کی جائے۔ bbox=[1033, 821, 1186, 865]
article-paragraph: انہوں نے مزید کہا کہ آزاد کشمیر کے عوام نے ہمیشہ قربانیاں دی ہیں اور ان کی خدمت ہمارا فرض ہے۔ اس موقع پر مختلف محکموں کے افسران نے بریفنگ دی۔ bbox=[738, 525, 887, 569]
article-paragraph: شرکاء نے اس بات پر زور دیا کہ عوامی نمائندوں اور انتظامیہ کے درمیان رابطے کو مزید مضبوط بنایا جائے تاکہ مسائل بروقت حل ہو سکیں۔ bbox=[586, 585, 731, 629]
article-paragraph: اجلاس میں تعلیم، صحت اور مواصلات کے شعبوں میں جاری منصوبوں کا جائزہ لیا گیا اور متعلقہ حکام کو ہدایات جاری کی گئیں کہ کام کی رفتار تیز کی جائے۔ bbox=[144, 842, 283, 886]
banner-number: 18 bbox=[696, 324, 730, 344]
article-paragraph: اجلاس میں تعلیم، صحت اور مواصلات کے شعبوں میں جاری منصوبوں کا جائزہ لیا گیا اور متعلقہ حکام کو ہدایات جاری کی گئیں کہ کام کی رفتار تیز کی جائے۔ bbox=[894, 906, 1026, 962]
banner-number: 51 bbox=[101, 1326, 135, 1347]
column-5 bbox=[430, 23, 582, 1982]
banner-number: 43 bbox=[247, 943, 281, 963]
ad-text: میرا پاسپورٹ نمبر DB1173711 بمطابق 08/02/22 چیک نمبر 330 تصدیق کیا گیا۔ 330 چیک نمبر 330 تصدیق ایکسپائری bbox=[10, 64, 137, 113]
article-paragraph: شرکاء نے اس بات پر زور دیا کہ عوامی نمائندوں اور انتظامیہ کے درمیان رابطے کو مزید مضبوط بنایا جائے تاکہ مسائل بروقت حل ہو سکیں۔ bbox=[434, 525, 579, 569]
continuation-banner bbox=[586, 872, 731, 895]
article-paragraph: انہوں نے مزید کہا کہ آزاد کشمیر کے عوام نے ہمیشہ قربانیاں دی ہیں اور ان کی خدمت ہمارا فرض ہے۔ اس موقع پر مختلف محکموں کے افسران نے بریفنگ دی۔ bbox=[290, 681, 427, 737]
column-text bbox=[8, 26, 137, 2307]
continuation-banner bbox=[1033, 1222, 1186, 1246]
banner-label: بقیہ نمبر bbox=[145, 335, 247, 355]
article-paragraph: شرکاء نے اس بات پر زور دیا کہ عوامی نمائندوں اور انتظامیہ کے درمیان رابطے کو مزید مضبوط بنایا جائے تاکہ مسائل بروقت حل ہو سکیں۔ bbox=[144, 1634, 283, 1678]
continuation-banner bbox=[586, 1631, 731, 1655]
banner-label: بقیہ نمبر bbox=[436, 499, 543, 519]
article-paragraph: انہوں نے مزید کہا کہ آزاد کشمیر کے عوام نے ہمیشہ قربانیاں دی ہیں اور ان کی خدمت ہمارا فرض ہے۔ اس موقع پر مختلف محکموں کے افسران نے بریفنگ دی۔ bbox=[894, 24, 1026, 80]
article-paragraph: اجلاس میں تعلیم، صحت اور مواصلات کے شعبوں میں جاری منصوبوں کا جائزہ لیا گیا اور متعلقہ حکام کو ہدایات جاری کی گئیں کہ کام کی رفتار تیز کی جائے۔ bbox=[586, 536, 731, 581]
article-paragraph: شرکاء نے اس بات پر زور دیا کہ عوامی نمائندوں اور انتظامیہ کے درمیان رابطے کو مزید مضبوط بنایا جائے تاکہ مسائل بروقت حل ہو سکیں۔ bbox=[144, 1913, 283, 1957]
article-paragraph: اجلاس میں تعلیم، صحت اور مواصلات کے شعبوں میں جاری منصوبوں کا جائزہ لیا گیا اور متعلقہ حکام کو ہدایات جاری کی گئیں کہ کام کی رفتار تیز کی جائے۔ bbox=[738, 574, 887, 618]
article-paragraph: انہوں نے مزید کہا کہ آزاد کشمیر کے عوام نے ہمیشہ قربانیاں دی ہیں اور ان کی خدمت ہمارا فرض ہے۔ اس موقع پر مختلف محکموں کے افسران نے بریفنگ دی۔ bbox=[738, 1310, 887, 1354]
column-text bbox=[586, 23, 731, 2447]
banner-number: 34 bbox=[391, 744, 425, 764]
article-paragraph: اجلاس میں تعلیم، صحت اور مواصلات کے شعبوں میں جاری منصوبوں کا جائزہ لیا گیا اور متعلقہ حکام کو ہدایات جاری کی گئیں کہ کام کی رفتار تیز کی جائے۔ bbox=[8, 1860, 137, 1916]
